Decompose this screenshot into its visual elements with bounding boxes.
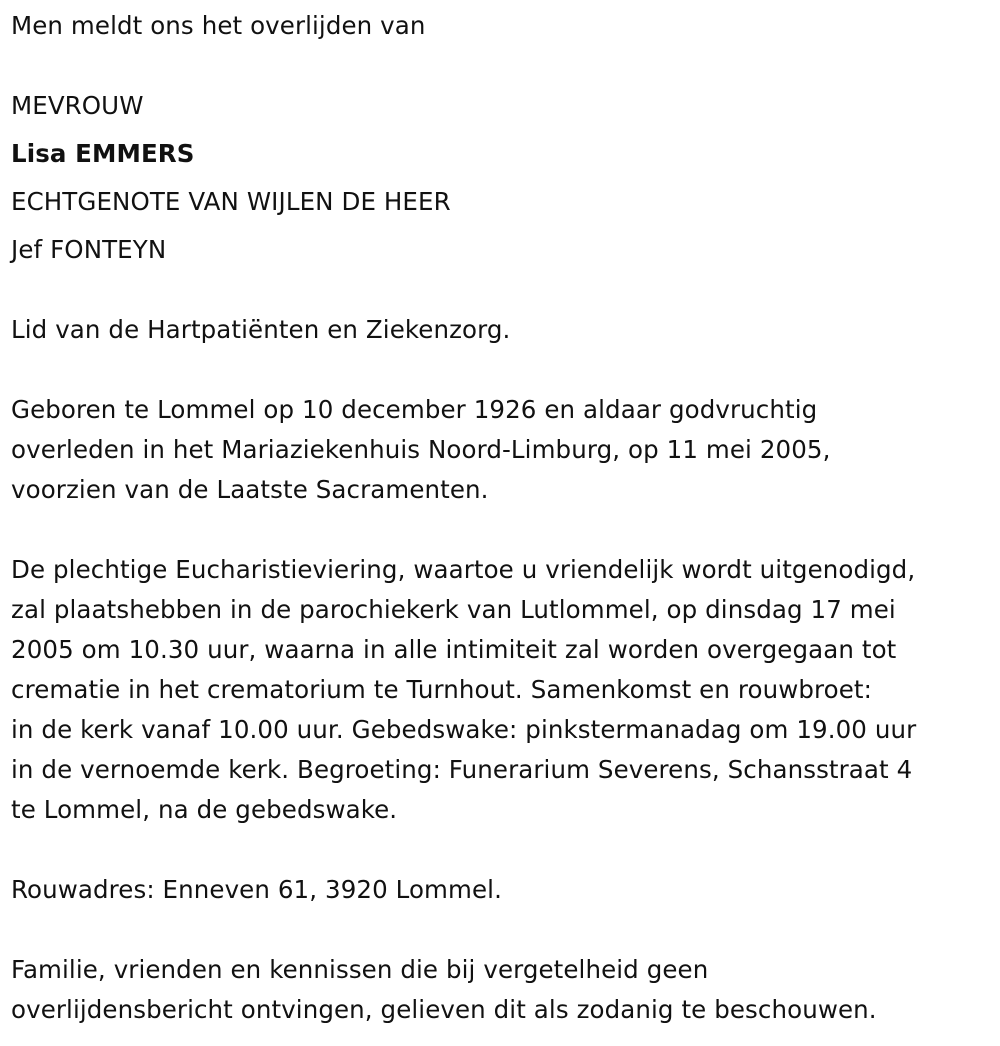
paragraph-line: te Lommel, na de gebedswake. xyxy=(11,795,398,824)
spacer xyxy=(11,174,1000,182)
birth-death-paragraph xyxy=(11,390,1000,510)
spacer xyxy=(11,126,1000,134)
spacer xyxy=(11,350,1000,390)
membership-text: Lid van de Hartpatiënten en Ziekenzorg. xyxy=(11,315,511,344)
deceased-title: MEVROUW xyxy=(11,91,144,120)
spacer xyxy=(11,46,1000,86)
paragraph-line: in de kerk vanaf 10.00 uur. Gebedswake: pinkstermanadag om 19.00 uur xyxy=(11,715,917,744)
closing-paragraph xyxy=(11,950,1000,1030)
paragraph-line: overlijdensbericht ontvingen, gelieven dit als zodanig te beschouwen. xyxy=(11,995,877,1024)
spacer xyxy=(11,222,1000,230)
paragraph-line: voorzien van de Laatste Sacramenten. xyxy=(11,475,489,504)
deceased-name: Lisa EMMERS xyxy=(11,139,195,168)
spacer xyxy=(11,510,1000,550)
mourning-address: Rouwadres: Enneven 61, 3920 Lommel. xyxy=(11,875,502,904)
paragraph-line: crematie in het crematorium te Turnhout. Samenkomst en rouwbroet: xyxy=(11,675,872,704)
intro-text: Men meldt ons het overlijden van xyxy=(11,11,426,40)
paragraph-line: overleden in het Mariaziekenhuis Noord-Limburg, op 11 mei 2005, xyxy=(11,435,831,464)
paragraph-line: zal plaatshebben in de parochiekerk van Lutlommel, op dinsdag 17 mei xyxy=(11,595,896,624)
relation-text: ECHTGENOTE VAN WIJLEN DE HEER xyxy=(11,187,451,216)
paragraph-line: Geboren te Lommel op 10 december 1926 en aldaar godvruchtig xyxy=(11,395,818,424)
spouse-name: Jef FONTEYN xyxy=(11,235,167,264)
spacer xyxy=(11,830,1000,870)
paragraph-line: 2005 om 10.30 uur, waarna in alle intimiteit zal worden overgegaan tot xyxy=(11,635,897,664)
paragraph-line: Familie, vrienden en kennissen die bij vergetelheid geen xyxy=(11,955,709,984)
ceremony-paragraph xyxy=(11,550,1000,830)
paragraph-line: De plechtige Eucharistieviering, waartoe u vriendelijk wordt uitgenodigd, xyxy=(11,555,916,584)
spacer xyxy=(11,270,1000,310)
paragraph-line: in de vernoemde kerk. Begroeting: Funerarium Severens, Schansstraat 4 xyxy=(11,755,913,784)
spacer xyxy=(11,910,1000,950)
